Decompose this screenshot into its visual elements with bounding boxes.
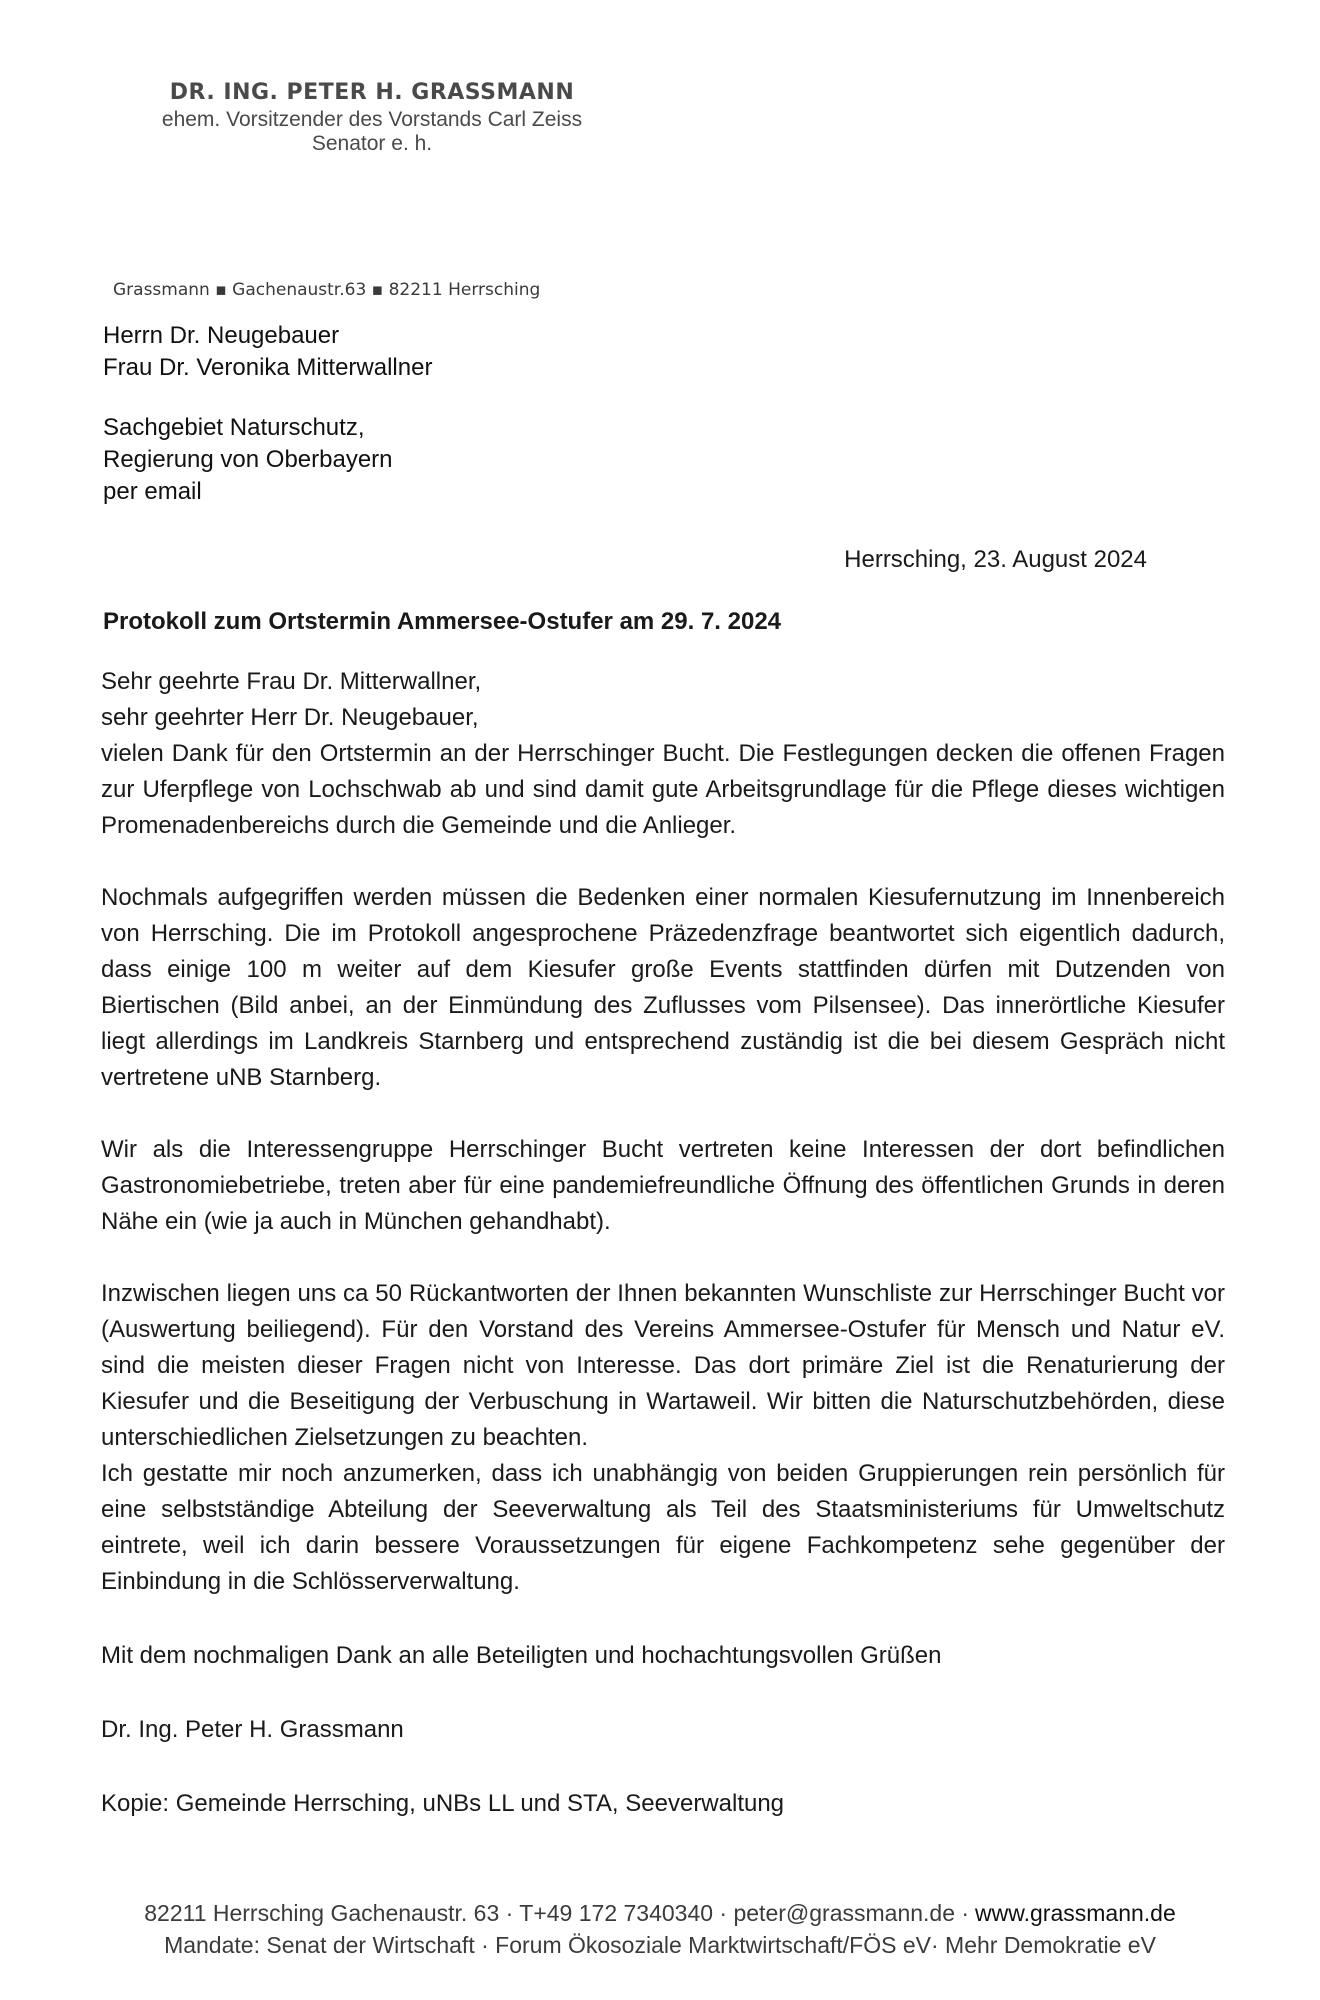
letterhead-honor: Senator e. h. [311,132,433,155]
recipient-line: Frau Dr. Veronika Mitterwallner [103,354,433,381]
return-address: Grassmann ▪ Gachenaustr.63 ▪ 82211 Herrsching [113,280,541,300]
footer-address: 82211 Herrsching Gachenaustr. 63 · T+49 172 7340340 · peter@grassmann.de · [144,1900,970,1926]
letterhead-name: DR. ING. PETER H. GRASSMANN [169,80,575,105]
salutation-line: Sehr geehrte Frau Dr. Mitterwallner, [101,668,482,695]
recipient-line: Herrn Dr. Neugebauer [103,322,340,349]
letterhead-title: ehem. Vorsitzender des Vorstands Carl Zeiss [161,108,583,131]
footer [0,1897,1320,1961]
department-line: Sachgebiet Naturschutz, [103,414,365,441]
closing-line: Mit dem nochmaligen Dank an alle Beteiligten und hochachtungsvollen Grüßen [101,1642,942,1669]
body-paragraph: Nochmals aufgegriffen werden müssen die Bedenken einer normalen Kiesufernutzung im Innenbereich von Herrsching. Die im Protokoll angesprochene Präzedenzfrage beantwortet sich eigentlich dadurch, dass einige 100 m weiter auf dem Kiesufer große Events stattfinden dürfen mit Dutzenden von Biertischen (Bild anbei, an der Einmündung des Zuflusses vom Pilsensee). Das innerörtliche Kiesufer liegt allerdings im Landkreis Starnberg und entsprechend zuständig ist die bei diesem Gespräch nicht vertretene uNB Starnberg. [101,884,1225,1091]
copy-line: Kopie: Gemeinde Herrsching, uNBs LL und STA, Seeverwaltung [101,1790,785,1817]
date-line: Herrsching, 23. August 2024 [844,546,1147,573]
department-block [103,412,393,508]
letterhead [112,78,632,156]
department-line: Regierung von Oberbayern [103,446,393,473]
body-paragraph: vielen Dank für den Ortstermin an der Herrschinger Bucht. Die Festlegungen decken die offenen Fragen zur Uferpflege von Lochschwab ab und sind damit gute Arbeitsgrundlage für die Pflege dieses wichtigen Promenadenbereichs durch die Gemeinde und die Anlieger. [101,740,1225,839]
body-paragraph: Inzwischen liegen uns ca 50 Rückantworten der Ihnen bekannten Wunschliste zur Herrschinger Bucht vor (Auswertung beiliegend). Für den Vorstand des Vereins Ammersee-Ostufer für Mensch und Natur eV. sind die meisten dieser Fragen nicht von Interesse. Das dort primäre Ziel ist die Renaturierung der Kiesufer und die Beseitigung der Verbuschung in Wartaweil. Wir bitten die Naturschutzbehörden, diese unterschiedlichen Zielsetzungen zu beachten. [101,1280,1225,1451]
body-paragraph: Ich gestatte mir noch anzumerken, dass ich unabhängig von beiden Gruppierungen rein persönlich für eine selbstständige Abteilung der Seeverwaltung als Teil des Staatsministeriums für Umweltschutz eintrete, weil ich darin bessere Voraussetzungen für eigene Fachkompetenz sehe gegenüber der Einbindung in die Schlösserverwaltung. [101,1460,1225,1595]
footer-mandates: Mandate: Senat der Wirtschaft · Forum Ökosoziale Marktwirtschaft/FÖS eV· Mehr Demokratie eV [164,1932,1156,1958]
department-line: per email [103,478,202,505]
footer-contact [0,1897,1320,1929]
salutation-line: sehr geehrter Herr Dr. Neugebauer, [101,704,479,731]
subject-line: Protokoll zum Ortstermin Ammersee-Ostufer am 29. 7. 2024 [103,608,782,635]
letter-body [101,664,1225,1822]
footer-website-link[interactable]: www.grassmann.de [975,1900,1176,1926]
recipient-block [103,320,432,384]
body-paragraph: Wir als die Interessengruppe Herrschinger Bucht vertreten keine Interessen der dort befindlichen Gastronomiebetriebe, treten aber für eine pandemiefreundliche Öffnung des öffentlichen Grunds in deren Nähe ein (wie ja auch in München gehandhabt). [101,1136,1225,1235]
signature-line: Dr. Ing. Peter H. Grassmann [101,1716,404,1743]
